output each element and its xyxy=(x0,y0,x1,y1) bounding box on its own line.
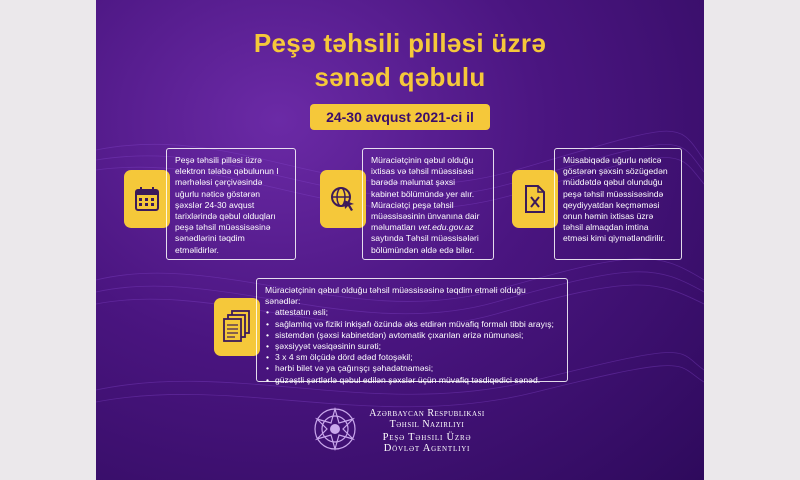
info-card-2 xyxy=(362,148,494,260)
card-1-text: Peşə təhsili pilləsi üzrə elektron tələbə qəbulunun I mərhələsi çərçivəsində uğurlu nəticə göstərən şəxslər 24-30 avqust tarixlərində qəbul olduqları peşə təhsil müəssisəsinə sənədlərini təqdim etməlidirlər. xyxy=(175,155,279,255)
list-item: • 3 x 4 sm ölçüdə dörd ədəd fotoşəkil; xyxy=(275,352,559,363)
card-2-text xyxy=(371,155,485,256)
documents-list-card xyxy=(256,278,568,385)
info-card-3 xyxy=(554,148,682,260)
left-margin xyxy=(0,0,96,480)
footer-line4: Dövlət Agentliyi xyxy=(383,443,471,454)
card-2-body: Müraciətçinin qəbul olduğu ixtisas və təhsil müəssisəsi barədə məlumat şəxsi kabinet bölümündə yer alır. Müraciətçi peşə təhsil müəssisəsinin ünvanına dair məlumatları xyxy=(371,155,480,233)
documents-list xyxy=(265,307,559,385)
right-margin xyxy=(704,0,800,480)
card-3-text: Müsabiqədə uğurlu nəticə göstərən şəxsin sözügedən müddətdə qəbul olunduğu peşə təhsil müəssisəsində qeydiyyatdan keçməməsi onun həmin ixtisas üzrə təhsil almaqdan imtina etməsi kimi qiymətləndirilir. xyxy=(563,155,668,244)
list-item: • hərbi bilet və ya çağırışçı şəhadətnaməsi; xyxy=(275,363,559,374)
excel-file-icon xyxy=(512,170,558,228)
website-link[interactable]: vet.edu.gov.az xyxy=(418,222,474,233)
calendar-icon xyxy=(124,170,170,228)
info-card-1 xyxy=(166,148,296,260)
poster xyxy=(96,0,704,480)
card-2-tail: saytında Təhsil müəssisələri bölümündən əldə edə bilər. xyxy=(371,233,479,255)
documents-intro: Müraciətçinin qəbul olduğu təhsil müəssisəsinə təqdim etməli olduğu sənədlər: xyxy=(265,285,526,307)
globe-cursor-icon xyxy=(320,170,366,228)
date-badge: 24-30 avqust 2021-ci il xyxy=(310,104,490,130)
list-item: • attestatın əsli; xyxy=(275,307,559,318)
list-item: • sistemdən (şəxsi kabinetdən) avtomatik çıxarılan ərizə nümunəsi; xyxy=(275,330,559,341)
footer-line2: Təhsil Nazirliyi xyxy=(389,419,465,430)
list-item: • şəxsiyyət vəsiqəsinin surəti; xyxy=(275,341,559,352)
title-line2: sənəd qəbulu xyxy=(314,62,486,92)
title-line1: Peşə təhsili pilləsi üzrə xyxy=(253,28,547,58)
footer-ministry xyxy=(362,408,492,430)
documents-stack-icon xyxy=(214,298,260,356)
footer-agency xyxy=(362,432,492,454)
footer-line1: Azərbaycan Respublikası xyxy=(369,408,485,419)
list-item: • sağlamlıq və fiziki inkişafı özündə əks etdirən müvafiq formalı tibbi arayış; xyxy=(275,319,559,330)
footer-line3: Peşə Təhsili Üzrə xyxy=(382,432,472,443)
list-item: • güzəştli şərtlərlə qəbul edilən şəxslər üçün müvafiq təsdiqedici sənəd. xyxy=(275,375,559,386)
ministry-emblem-icon xyxy=(312,406,358,452)
